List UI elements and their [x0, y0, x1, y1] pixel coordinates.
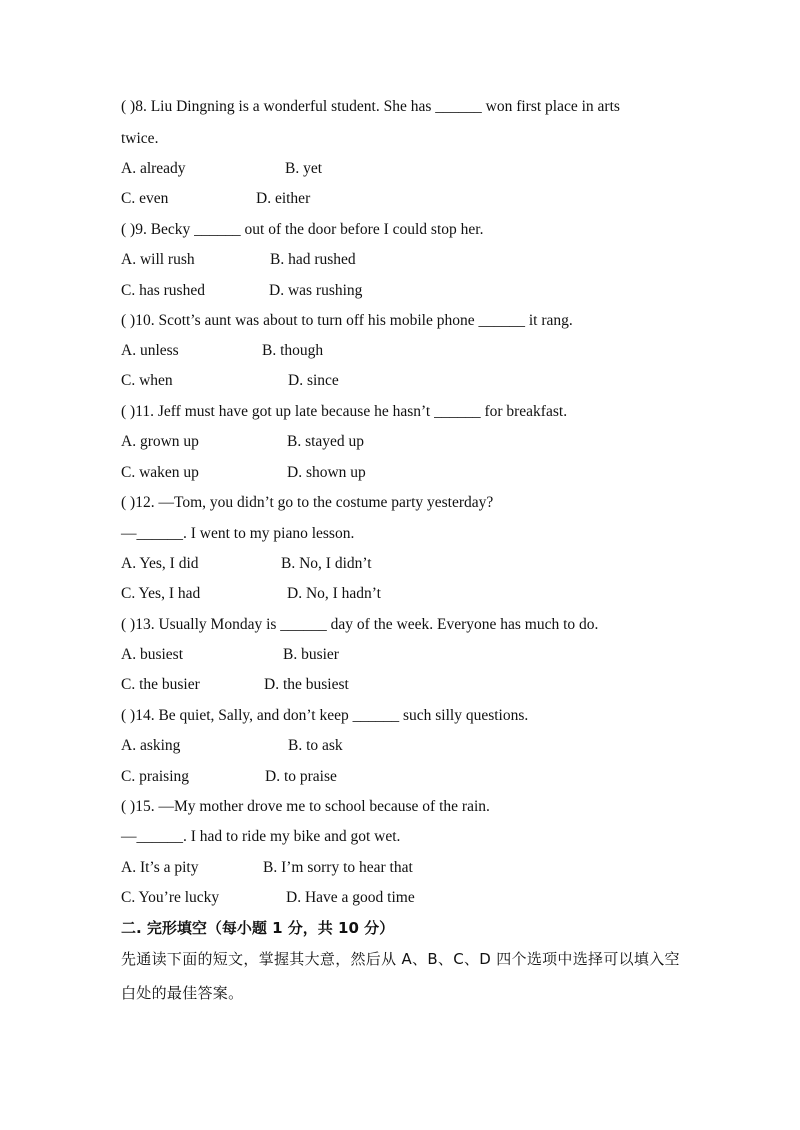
question-9-option-a: A. will rush: [121, 251, 195, 268]
question-15-option-c: C. You’re lucky: [121, 889, 220, 906]
question-8-option-c: C. even: [121, 190, 169, 207]
question-13-option-b: B. busier: [283, 646, 339, 663]
question-10-option-b: B. though: [262, 342, 324, 359]
question-13-stem: ( )13. Usually Monday is ______ day of the week. Everyone has much to do.: [121, 616, 599, 633]
question-14-option-a: A. asking: [121, 737, 181, 754]
question-13-option-c: C. the busier: [121, 676, 200, 693]
section-2-instruction-line-2: 白处的最佳答案。: [121, 984, 244, 1002]
question-14-option-c: C. praising: [121, 768, 190, 785]
question-12-option-a: A. Yes, I did: [121, 555, 199, 572]
question-12-option-d: D. No, I hadn’t: [287, 585, 381, 602]
question-12-stem: ( )12. —Tom, you didn’t go to the costume party yesterday?: [121, 494, 494, 511]
question-14-option-b: B. to ask: [288, 737, 343, 754]
question-8-option-a: A. already: [121, 160, 186, 177]
question-12-stem-continued: —______. I went to my piano lesson.: [121, 525, 355, 542]
question-10-option-a: A. unless: [121, 342, 179, 359]
question-10-stem: ( )10. Scott’s aunt was about to turn off his mobile phone ______ it rang.: [121, 312, 573, 329]
question-12-option-b: B. No, I didn’t: [281, 555, 372, 572]
section-2-instruction-line-1: 先通读下面的短文，掌握其大意，然后从 A、B、C、D 四个选项中选择可以填入空: [121, 950, 680, 968]
question-9-stem: ( )9. Becky ______ out of the door before I could stop her.: [121, 221, 484, 238]
question-9-option-d: D. was rushing: [269, 282, 363, 299]
question-15-option-d: D. Have a good time: [286, 889, 415, 906]
question-9-option-c: C. has rushed: [121, 282, 205, 299]
question-13-option-a: A. busiest: [121, 646, 183, 663]
question-9-option-b: B. had rushed: [270, 251, 356, 268]
question-15-option-b: B. I’m sorry to hear that: [263, 859, 413, 876]
question-14-stem: ( )14. Be quiet, Sally, and don’t keep ______ such silly questions.: [121, 707, 529, 724]
question-13-option-d: D. the busiest: [264, 676, 349, 693]
question-15-option-a: A. It’s a pity: [121, 859, 199, 876]
question-14-option-d: D. to praise: [265, 768, 337, 785]
question-15-stem: ( )15. —My mother drove me to school because of the rain.: [121, 798, 490, 815]
question-15-stem-continued: —______. I had to ride my bike and got wet.: [121, 828, 401, 845]
question-10-option-d: D. since: [288, 372, 339, 389]
section-2-title: 二. 完形填空（每小题 1 分，共 10 分）: [121, 919, 395, 937]
question-8-option-b: B. yet: [285, 160, 323, 177]
question-8-stem-continued: twice.: [121, 130, 159, 147]
question-11-option-a: A. grown up: [121, 433, 199, 450]
question-11-option-d: D. shown up: [287, 464, 366, 481]
question-8-option-d: D. either: [256, 190, 311, 207]
question-11-option-b: B. stayed up: [287, 433, 365, 450]
question-12-option-c: C. Yes, I had: [121, 585, 201, 602]
question-11-option-c: C. waken up: [121, 464, 199, 481]
question-11-stem: ( )11. Jeff must have got up late because he hasn’t ______ for breakfast.: [121, 403, 568, 420]
question-8-stem: ( )8. Liu Dingning is a wonderful student. She has ______ won first place in arts: [121, 98, 620, 115]
question-10-option-c: C. when: [121, 372, 173, 389]
